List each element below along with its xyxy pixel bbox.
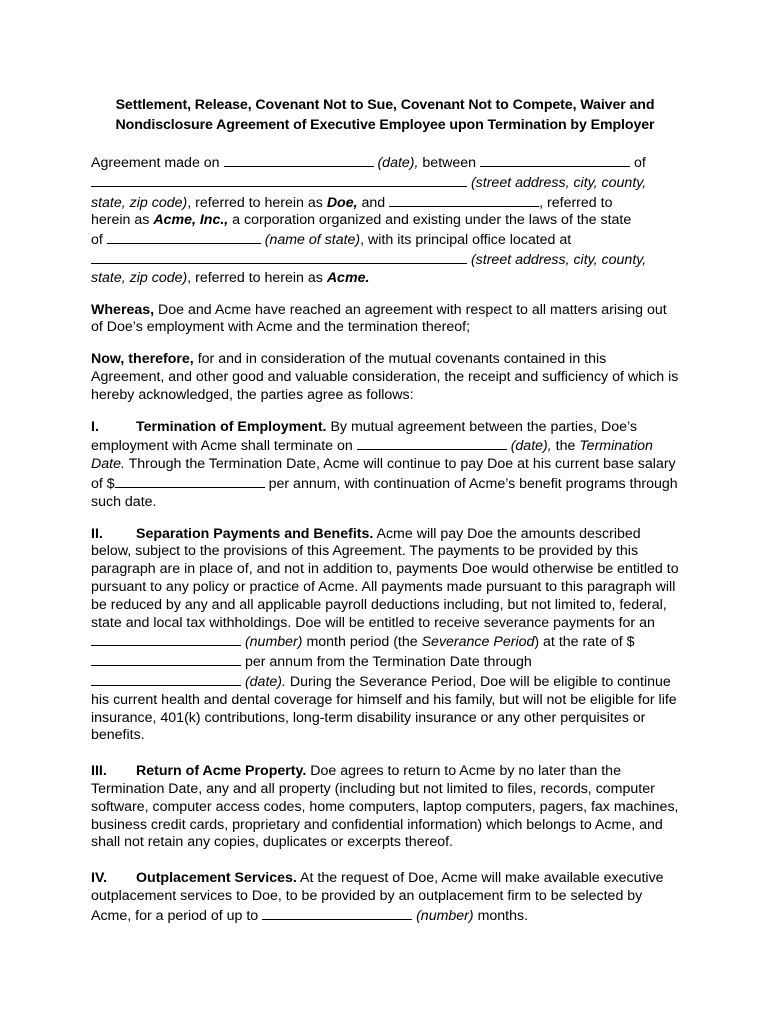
term-termination-date: Termination Date.	[91, 438, 653, 473]
party-acme-inc: Acme, Inc.,	[153, 212, 229, 229]
blank-termination-date[interactable]	[357, 436, 507, 450]
document-title	[91, 95, 679, 135]
section-text: ) at the rate of $	[534, 634, 635, 651]
whereas-paragraph	[91, 302, 679, 338]
blank-acme-address[interactable]	[91, 250, 467, 264]
section-text: Doe agrees to return to Acme by no later than the Termination Date, any and all property (including but not limited to files, records, computer software, computer access codes, home computers, laptop computers, pagers, fax machines, business credit cards, proprietary and confidential information) which belongs to Acme, and shall not retain any copies, duplicates or excerpts thereof.	[91, 763, 679, 851]
blank-outplacement-months[interactable]	[262, 906, 412, 920]
date-hint: (date).	[241, 673, 286, 690]
intro-paragraph	[91, 153, 679, 288]
blank-severance-end-date[interactable]	[91, 672, 241, 686]
section-text: the	[551, 438, 580, 455]
section-heading: Return of Acme Property.	[136, 763, 307, 780]
section-number: III.	[91, 763, 107, 780]
intro-date-hint: (date),	[377, 155, 419, 171]
blank-base-salary[interactable]	[115, 474, 265, 488]
blank-acme-name[interactable]	[389, 193, 539, 207]
section-return-property	[91, 763, 679, 852]
intro-text: a corporation organized and existing under the laws of the state	[228, 212, 632, 229]
section-text: Acme will pay Doe the amounts described below, subject to the provisions of this Agreement. The payments to be provided by this paragraph are in place of, and not in addition to, payments Doe would otherwise be entitled to pursuant to any policy or practice of Acme. All payments made pursuant to this paragraph will be reduced by any and all applicable payroll deductions including, but not limited to, federal, state and local tax withholdings. Doe will be entitled to receive severance payments for an	[91, 525, 679, 631]
section-text: Through the Termination Date, Acme will continue to pay Doe at his current base salary of $	[91, 456, 676, 492]
intro-text: , referred to	[539, 194, 613, 211]
section-termination	[91, 419, 679, 512]
section-heading: Separation Payments and Benefits.	[136, 525, 374, 542]
intro-address-hint: (street address, city, county,	[467, 251, 647, 268]
section-text: month period (the	[302, 634, 422, 651]
blank-state[interactable]	[107, 230, 261, 244]
whereas-lead: Whereas,	[91, 301, 155, 318]
document-page	[91, 95, 679, 925]
section-text: months.	[473, 907, 529, 924]
now-therefore-text: for and in consideration of the mutual covenants contained in this Agreement, and other good and valuable consideration, the receipt and sufficiency of which is hereby acknowledged, the parties agree as follows:	[91, 351, 679, 403]
whereas-text: Doe and Acme have reached an agreement with respect to all matters arising out of Doe’s employment with Acme and the termination thereof;	[91, 301, 667, 336]
number-hint: (number)	[241, 634, 303, 651]
section-outplacement	[91, 870, 679, 925]
section-separation-payments	[91, 526, 679, 746]
section-text: per annum from the Termination Date through	[241, 654, 532, 671]
intro-state-hint: (name of state)	[260, 232, 361, 249]
title-line-2: Nondisclosure Agreement of Executive Employee upon Termination by Employer	[115, 117, 655, 133]
now-therefore-lead: Now, therefore,	[91, 351, 194, 368]
section-number: II.	[91, 525, 103, 542]
intro-text: between	[418, 155, 480, 171]
intro-address-hint: (street address, city, county,	[467, 174, 647, 191]
intro-text: herein as	[91, 212, 154, 229]
party-acme: Acme.	[326, 269, 370, 286]
blank-doe-address[interactable]	[91, 173, 467, 187]
intro-address-hint: state, zip code)	[91, 194, 188, 211]
section-heading: Termination of Employment.	[136, 418, 327, 435]
term-severance-period: Severance Period	[421, 634, 535, 651]
blank-severance-rate[interactable]	[91, 652, 241, 666]
number-hint: (number)	[412, 907, 474, 924]
title-line-1: Settlement, Release, Covenant Not to Sue, Covenant Not to Compete, Waiver and	[115, 97, 655, 113]
intro-text: , referred to herein as	[187, 194, 327, 211]
intro-text: of	[91, 232, 107, 249]
now-therefore-paragraph	[91, 351, 679, 404]
section-number: IV.	[91, 870, 108, 887]
section-text: During the Severance Period, Doe will be eligible to continue his current health and dental coverage for himself and his family, but will not be eligible for life insurance, 401(k) contributions, long-term disability insurance or any other perquisites or benefits.	[91, 673, 677, 744]
intro-text: and	[357, 194, 390, 211]
intro-text: Agreement made on	[91, 155, 224, 171]
intro-text: of	[630, 155, 646, 171]
intro-address-hint: state, zip code)	[91, 269, 188, 286]
date-hint: (date),	[506, 438, 552, 455]
blank-severance-months[interactable]	[91, 632, 241, 646]
section-heading: Outplacement Services.	[136, 870, 297, 887]
intro-text: , with its principal office located at	[360, 232, 572, 249]
party-doe: Doe,	[326, 194, 358, 211]
section-text: At the request of Doe, Acme will make available executive outplacement services to Doe, to be provided by an outplacement firm to be selected by Acme, for a period of up to	[91, 870, 664, 924]
blank-doe-name[interactable]	[480, 153, 630, 167]
section-number: I.	[91, 418, 99, 435]
blank-agreement-date[interactable]	[224, 153, 374, 167]
section-text: By mutual agreement between the parties, Doe’s employment with Acme shall terminate on	[91, 418, 637, 455]
section-text: per annum, with continuation of Acme’s benefit programs through such date.	[91, 475, 678, 510]
intro-text: , referred to herein as	[187, 269, 327, 286]
